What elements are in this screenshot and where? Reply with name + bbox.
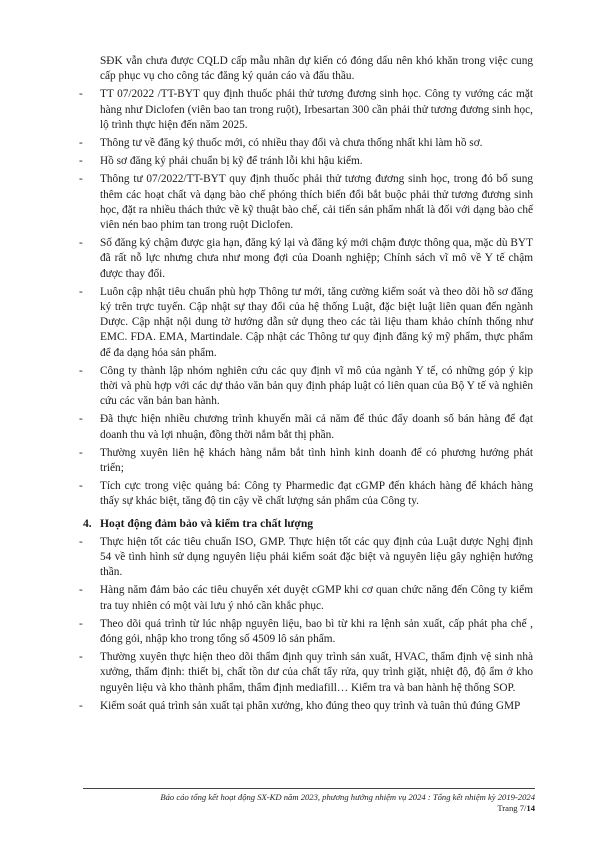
list-item-text: Thông tư về đăng ký thuốc mới, có nhiều thay đổi và chưa thống nhất khi làm hồ sơ. <box>100 137 483 150</box>
page-number-label: Trang 7/ <box>497 803 527 813</box>
dash-bullet: - <box>79 285 83 298</box>
list-item-text: Tích cực trong việc quảng bá: Công ty Pharmedic đạt cGMP đến khách hàng để khách hàng thấy sự khác biệt, tăng độ tin cậy về chất lượng sản phẩm của Công ty. <box>100 480 533 508</box>
footer-divider <box>83 788 535 789</box>
list-item-text: Đã thực hiện nhiều chương trình khuyến mãi cả năm để thúc đẩy doanh số bán hàng để đạt doanh thu và lợi nhuận, đồng thời nắm bắt thị phần. <box>100 413 533 441</box>
page-content <box>79 54 533 717</box>
dash-bullet: - <box>79 617 83 630</box>
dash-bullet: - <box>79 446 83 459</box>
list-item-text: Luôn cập nhật tiêu chuẩn phù hợp Thông tư mới, tăng cường kiểm soát và theo dõi hồ sơ đăng ký trên trực tuyến. Cập nhật sự thay đổi của hệ thống Luật, đặc biệt luật liên quan đến ngành Dược. Cập nhật nội dung tờ hướng dẫn sử dụng theo các tài liệu tham khảo chính thống như EMC. FDA. EMA, Martindale. Cập nhật các Thông tư quy định đăng ký mỹ phẩm, thực phẩm để đa dạng hóa sản phẩm. <box>100 285 533 359</box>
list-item <box>79 479 533 509</box>
list-item-text: Hồ sơ đăng ký phải chuẩn bị kỹ để tránh lỗi khi hậu kiểm. <box>100 155 363 168</box>
list-item <box>79 154 533 169</box>
dash-bullet: - <box>79 155 83 168</box>
list-item-text: Kiểm soát quá trình sản xuất tại phân xưởng, kho đúng theo quy trình và tuân thủ đúng GMP <box>100 699 521 712</box>
list-item <box>79 364 533 410</box>
list-item <box>79 236 533 282</box>
dash-bullet: - <box>79 699 83 712</box>
dash-bullet: - <box>79 137 83 150</box>
list-item-text: Thực hiện tốt các tiêu chuẩn ISO, GMP. Thực hiện tốt các quy định của Luật dược Nghị định 54 về tình hình sử dụng nguyên liệu phải kiểm soát đặc biệt và nguyên liệu gây nghiện hướng thần. <box>100 535 533 579</box>
list-item <box>79 285 533 361</box>
dash-bullet: - <box>79 364 83 377</box>
list-item <box>79 650 533 696</box>
list-item <box>79 535 533 581</box>
page-number-total: 14 <box>526 803 535 813</box>
section-title: Hoạt động đảm bảo và kiểm tra chất lượng <box>100 516 314 530</box>
dash-bullet: - <box>79 651 83 664</box>
section-heading <box>83 516 533 531</box>
dash-bullet: - <box>79 88 83 101</box>
dash-bullet: - <box>79 535 83 548</box>
continuation-paragraph <box>83 54 533 84</box>
section-number: 4. <box>83 516 92 530</box>
list-item <box>79 583 533 613</box>
list-item <box>79 446 533 476</box>
list-item <box>79 617 533 647</box>
list-item-text: Hàng năm đảm bảo các tiêu chuyển xét duyệt cGMP khi cơ quan chức năng đến Công ty kiểm tra tuy nhiên có một vài lưu ý nhỏ cần khắc phục. <box>100 584 533 612</box>
dash-bullet: - <box>79 480 83 493</box>
list-item-text: Theo dõi quá trình từ lúc nhập nguyên liệu, bao bì từ khi ra lệnh sản xuất, cấp phát pha chế , đóng gói, nhập kho trong tổng số 4509 lô sản phẩm. <box>100 617 533 645</box>
list-item-text: Công ty thành lập nhóm nghiên cứu các quy định vĩ mô của ngành Y tế, có những góp ý kịp thời và phù hợp với các dự thảo văn bản quy định pháp luật có liên quan của Bộ Y tế và nghiên cứu các văn bản ban hành. <box>100 364 533 408</box>
list-item <box>79 87 533 133</box>
dash-bullet: - <box>79 237 83 250</box>
footer-caption: Báo cáo tổng kết hoạt động SX-KD năm 2023, phương hướng nhiệm vụ 2024 : Tổng kết nhiệm kỳ 2019-2024 <box>160 792 535 802</box>
list-item-text: Thông tư 07/2022/TT-BYT quy định thuốc phải thử tương đương sinh học, trong đó bổ sung thêm các hoạt chất và dạng bào chế phóng thích biến đổi bắt buộc phải thử tương đương sinh học, đặt ra nhiều thách thức về kỹ thuật bào chế, cải tiến sản phẩm nhất là đối với dạng bào chế viên nén bao phim tan trong ruột Diclofen. <box>100 173 533 232</box>
dash-bullet: - <box>79 173 83 186</box>
list-item <box>79 412 533 442</box>
list-item-text: Số đăng ký chậm được gia hạn, đăng ký lại và đăng ký mới chậm được thông qua, mặc dù BYT đã rất nỗ lực nhưng chưa như mong đợi của Doanh nghiệp; Chính sách vĩ mô về Y tế chậm được thay đổi. <box>100 237 533 280</box>
list-item-text: Thường xuyên thực hiện theo dõi thẩm định quy trình sản xuất, HVAC, thẩm định vệ sinh nhà xưởng, thẩm định: thiết bị, chất tồn dư của chất tẩy rửa, quy trình giặt, nhiệt độ, độ ẩm ở kho nguyên liệu và kho thành phẩm, thẩm định mediafill… Kiểm tra và ban hành hệ thống SOP. <box>100 651 533 694</box>
page-number <box>0 803 535 814</box>
list-item <box>79 699 533 714</box>
list-item-text: Thường xuyên liên hệ khách hàng nắm bắt tình hình kinh doanh để có phương hướng phát triển; <box>100 446 533 475</box>
dash-bullet: - <box>79 413 83 426</box>
dash-bullet: - <box>79 584 83 597</box>
list-item-text: TT 07/2022 /TT-BYT quy định thuốc phải thử tương đương sinh học. Công ty vướng các mặt hàng như Diclofen (viên bao tan trong ruột), Irbesartan 300 cần phải thử tương đương sinh học, lộ trình thực hiện đến năm 2025. <box>100 88 533 131</box>
paragraph-text: SĐK vẫn chưa được CQLD cấp mẫu nhãn dự kiến có đóng dấu nên khó khăn trong việc cung cấp phục vụ cho công tác đăng ký quản cáo và đấu thầu. <box>100 55 533 83</box>
list-item <box>79 172 533 233</box>
list-item <box>79 136 533 151</box>
